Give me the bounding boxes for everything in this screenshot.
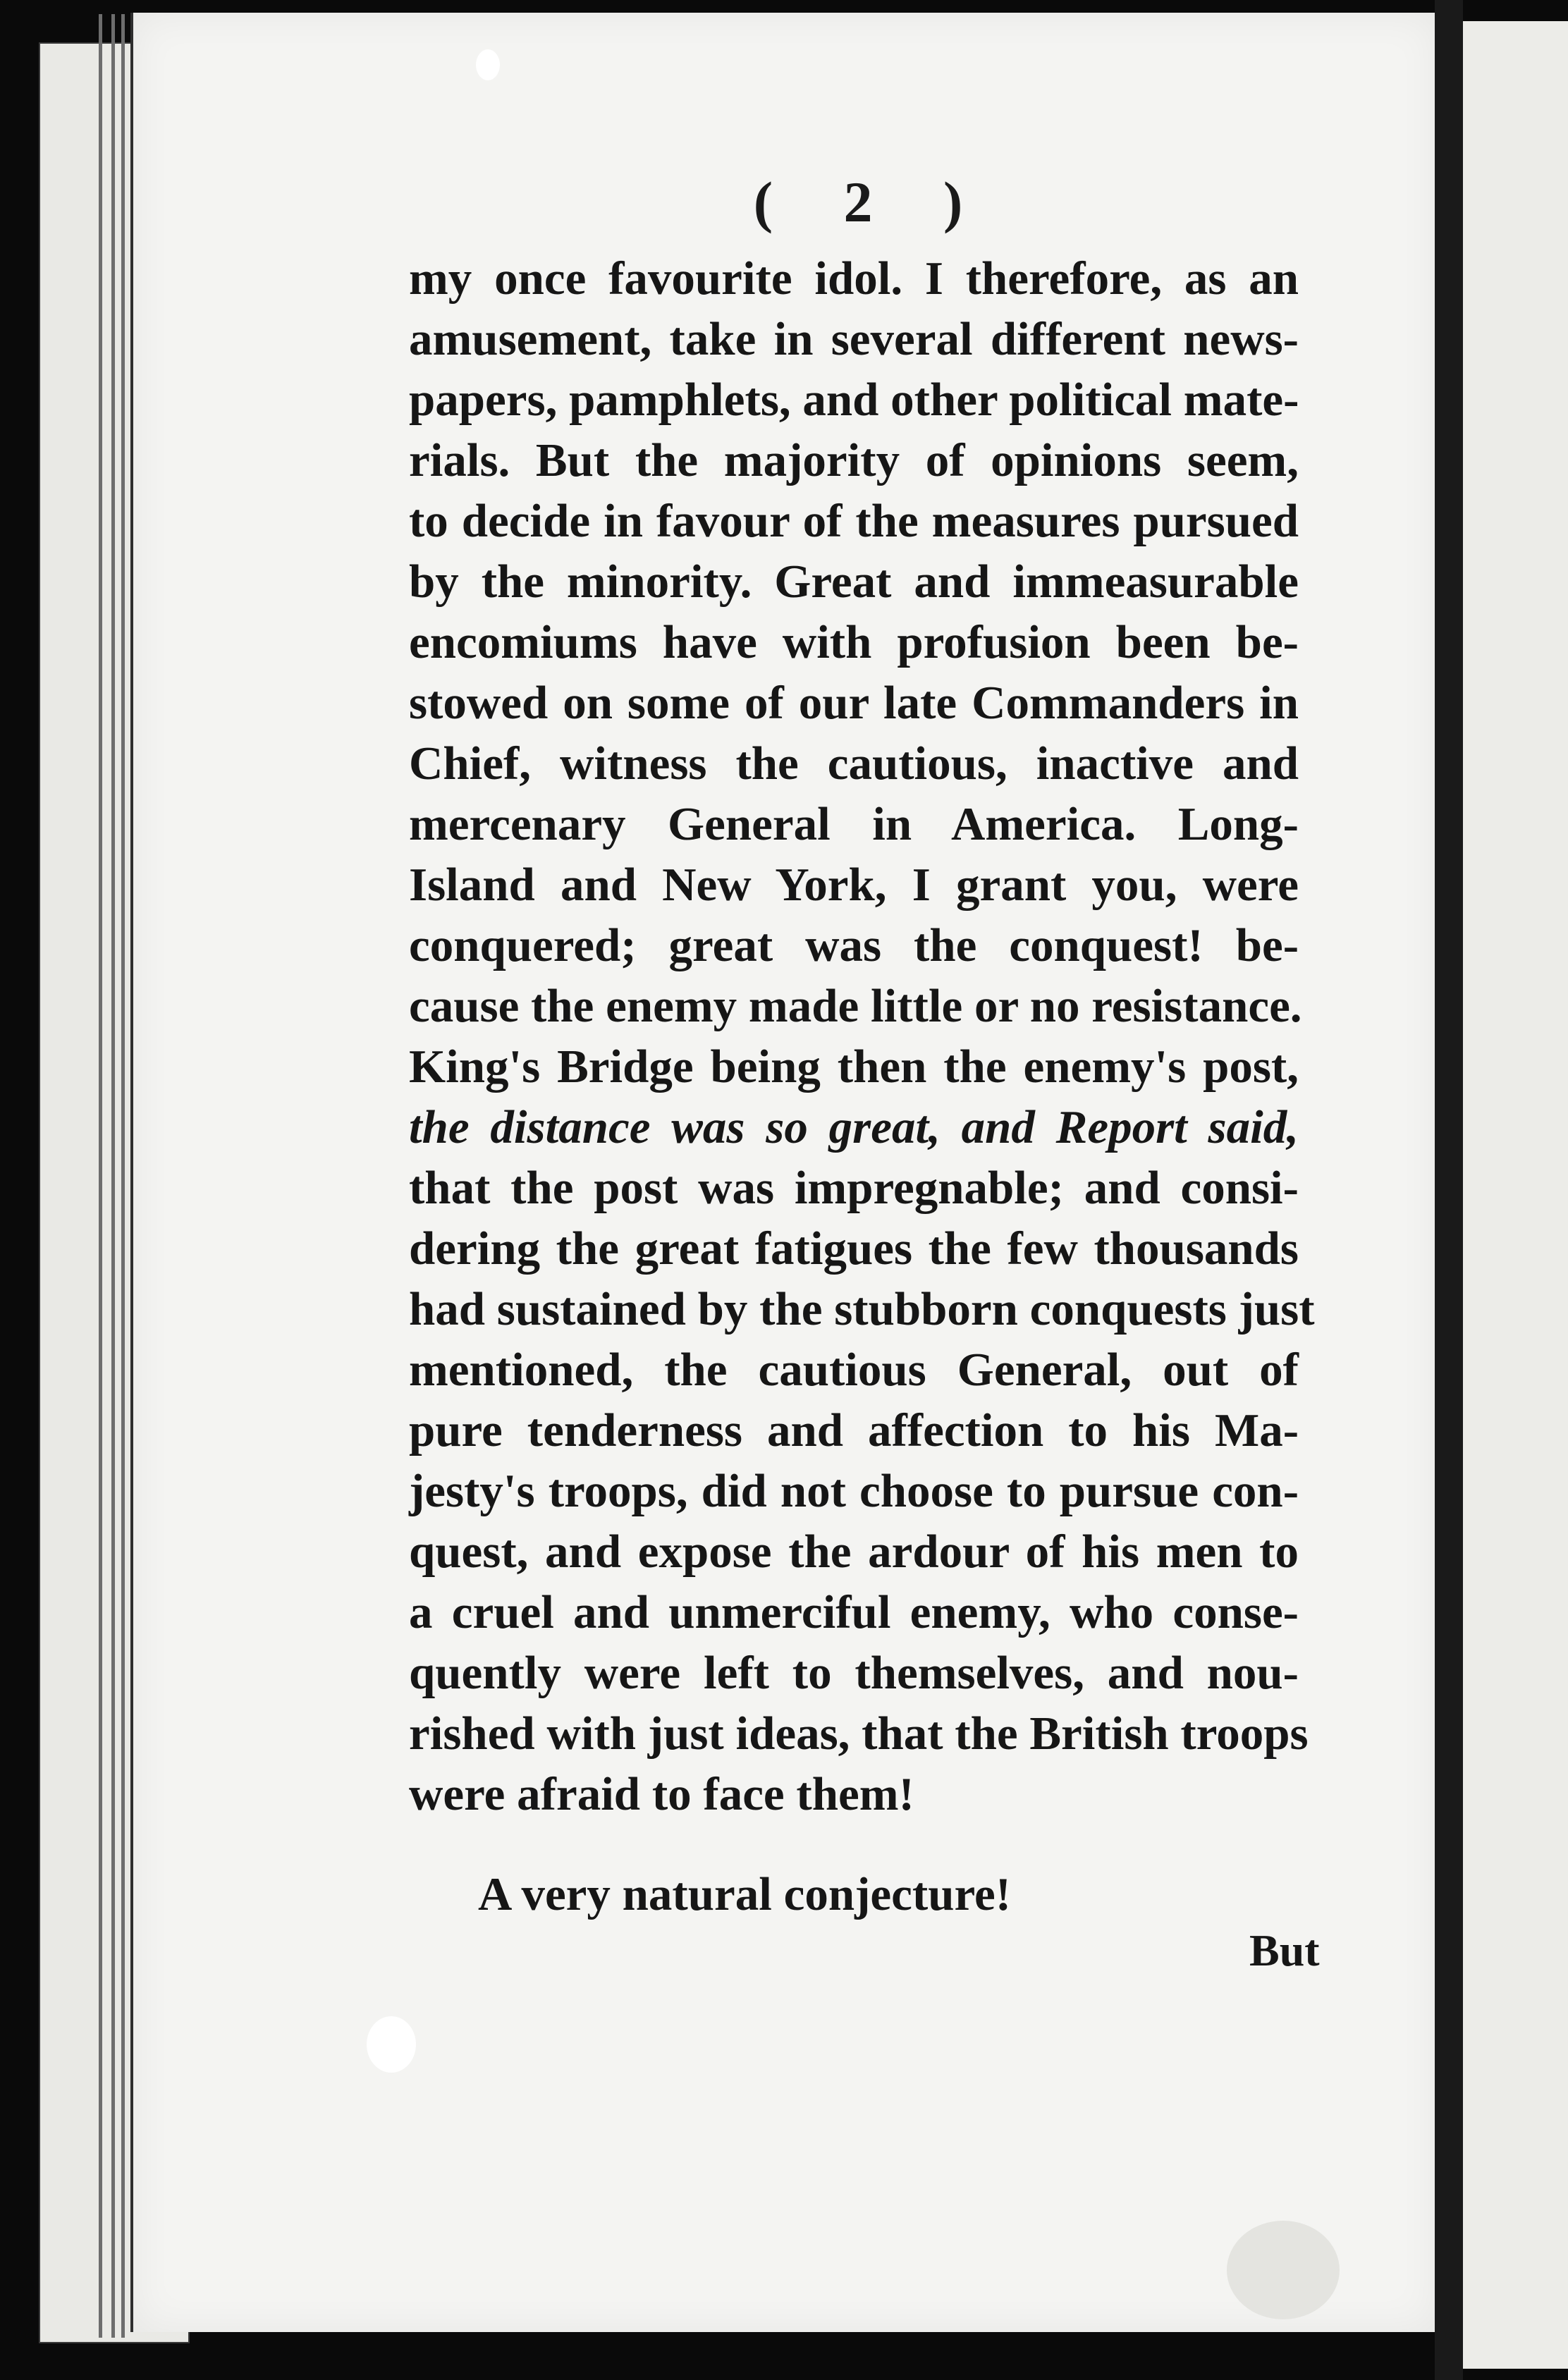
text-line: jesty's troops, did not choose to pursue con- [409, 1465, 1299, 1517]
text-line: conquered; great was the conquest! be- [409, 919, 1299, 971]
italic-text-line: the distance was so great, and Report said, [409, 1101, 1299, 1153]
book-spine [1435, 0, 1463, 2380]
text-line: encomiums have with profusion been be- [409, 616, 1299, 668]
page-edge [121, 14, 125, 2338]
text-line: amusement, take in several different news- [409, 313, 1299, 365]
text-line: King's Bridge being then the enemy's post, [409, 1041, 1299, 1093]
text-line: mentioned, the cautious General, out of [409, 1344, 1299, 1396]
text-line: rished with just ideas, that the British troops [409, 1707, 1309, 1760]
text-line: by the minority. Great and immeasurable [409, 556, 1299, 608]
catchword: But [1249, 1925, 1320, 1975]
text-line: that the post was impregnable; and consi- [409, 1162, 1299, 1214]
text-line: my once favourite idol. I therefore, as an [409, 252, 1299, 305]
paper-blemish [1227, 2221, 1340, 2319]
text-line: to decide in favour of the measures pursued [409, 495, 1299, 547]
conjecture-line: A very natural conjecture! [478, 1868, 1012, 1920]
text-line: pure tenderness and affection to his Ma- [409, 1404, 1299, 1456]
text-line: dering the great fatigues the few thousands [409, 1222, 1299, 1275]
body-text [409, 248, 1315, 1824]
text-line: a cruel and unmerciful enemy, who conse- [409, 1586, 1299, 1638]
text-line: cause the enemy made little or no resistance. [409, 980, 1302, 1032]
facing-page-edge [1463, 21, 1568, 2369]
page-edge [111, 14, 115, 2338]
paper-blemish [367, 2016, 416, 2073]
page-edge [99, 14, 102, 2338]
text-line: papers, pamphlets, and other political mate- [409, 374, 1299, 426]
text-line: Chief, witness the cautious, inactive and [409, 737, 1299, 790]
text-line: Island and New York, I grant you, were [409, 859, 1299, 911]
text-line: quest, and expose the ardour of his men to [409, 1526, 1299, 1578]
text-line: mercenary General in America. Long- [409, 798, 1299, 850]
paper-blemish [476, 49, 500, 80]
text-line: rials. But the majority of opinions seem, [409, 434, 1299, 486]
text-line: were afraid to face them! [409, 1768, 914, 1820]
text-line: had sustained by the stubborn conquests just [409, 1283, 1315, 1335]
text-line: quently were left to themselves, and nou- [409, 1647, 1299, 1699]
page-number: ( 2 ) [753, 170, 991, 234]
text-line: stowed on some of our late Commanders in [409, 677, 1299, 729]
